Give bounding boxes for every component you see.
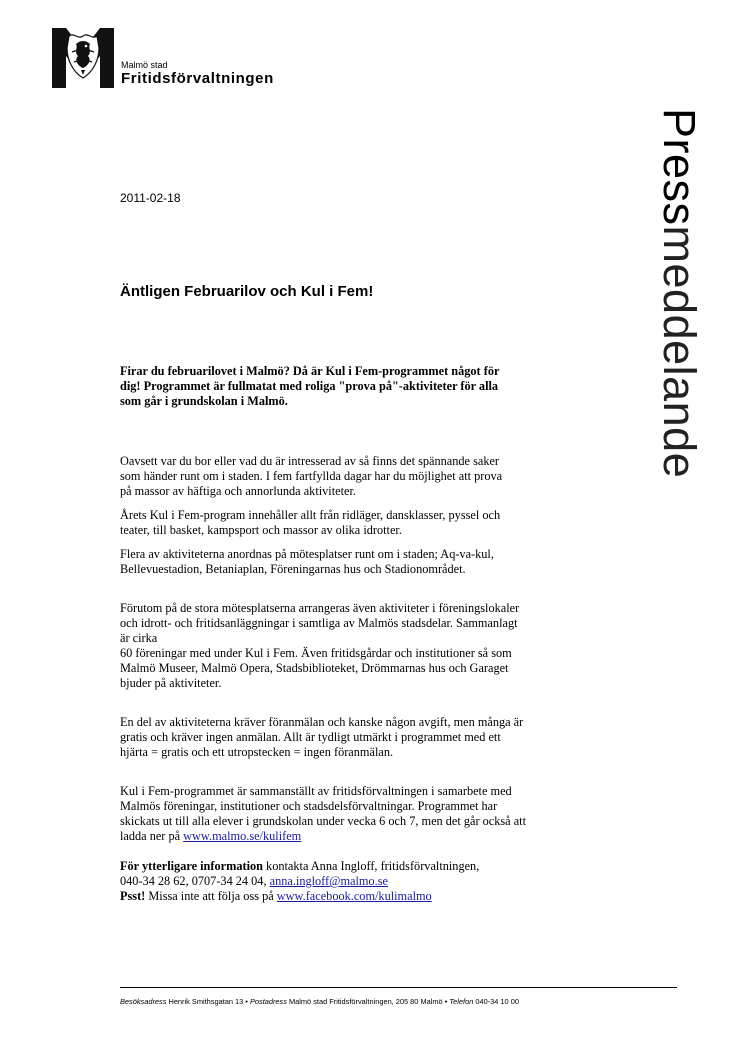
- paragraph-line: Oavsett var du bor eller vad du är intresserad av så finns det spännande saker: [120, 454, 500, 468]
- paragraph: [120, 454, 620, 499]
- lead-line: Firar du februarilovet i Malmö? Då är Kul i Fem-programmet något för: [120, 364, 500, 378]
- org-name-small: Malmö stad: [121, 60, 168, 70]
- psst-label: Psst!: [120, 889, 146, 903]
- facebook-link[interactable]: www.facebook.com/kulimalmo: [276, 889, 432, 903]
- lead-paragraph: [120, 364, 620, 409]
- footer-phone-value: 040-34 10 00: [473, 997, 519, 1006]
- footer-separator: •: [442, 997, 450, 1006]
- contact-heading: För ytterligare information: [120, 859, 263, 873]
- footer-visit-value: Henrik Smithsgatan 13: [166, 997, 244, 1006]
- malmo-griffin-crest-icon: [52, 28, 114, 88]
- footer-phone-label: Telefon: [449, 997, 474, 1006]
- paragraph-line: skickats ut till alla elever i grundskolan under vecka 6 och 7, men det går också att: [120, 814, 527, 828]
- lead-line: dig! Programmet är fullmatat med roliga "prova på"-aktiviteter för alla: [120, 379, 499, 393]
- footer-visit-label: Besöksadress: [120, 997, 167, 1006]
- footer-separator: •: [243, 997, 250, 1006]
- paragraph-line: teater, till basket, kampsport och massor av olika idrotter.: [120, 523, 402, 537]
- paragraph-line: är cirka: [120, 631, 158, 645]
- footer: [120, 997, 519, 1006]
- release-date: 2011-02-18: [120, 191, 181, 205]
- paragraph-line: Flera av aktiviteterna anordnas på mötesplatser runt om i staden; Aq-va-kul,: [120, 547, 494, 561]
- paragraph-line: och idrott- och fritidsanläggningar i samtliga av Malmös stadsdelar. Sammanlagt: [120, 616, 518, 630]
- press-release-label-light: meddelande: [654, 225, 705, 479]
- contact-text: kontakta Anna Ingloff, fritidsförvaltningen,: [262, 859, 480, 873]
- lead-line: som går i grundskolan i Malmö.: [120, 394, 288, 408]
- paragraph-line: Förutom på de stora mötesplatserna arrangeras även aktiviteter i föreningslokaler: [120, 601, 520, 615]
- paragraph-line: Kul i Fem-programmet är sammanställt av fritidsförvaltningen i samarbete med: [120, 784, 512, 798]
- paragraph-line: bjuder på aktiviteter.: [120, 676, 222, 690]
- contact-phones: 040-34 28 62, 0707-34 24 04,: [120, 874, 270, 888]
- paragraph: [120, 715, 620, 760]
- kulifem-link[interactable]: www.malmo.se/kulifem: [183, 829, 302, 843]
- footer-post-label: Postadress: [249, 997, 287, 1006]
- footer-post-value: Malmö stad Fritidsförvaltningen, 205 80 Malmö: [286, 997, 443, 1006]
- paragraph-line: hjärta = gratis och ett utropstecken = ingen föranmälan.: [120, 745, 394, 759]
- email-link[interactable]: anna.ingloff@malmo.se: [269, 874, 388, 888]
- press-release-label: [654, 108, 705, 479]
- footer-divider: [120, 987, 677, 988]
- paragraph-line: En del av aktiviteterna kräver föranmälan och kanske någon avgift, men många är: [120, 715, 524, 729]
- paragraph: [120, 601, 620, 691]
- org-name: Fritidsförvaltningen: [121, 70, 274, 87]
- paragraph-line: gratis och kräver ingen anmälan. Allt är tydligt utmärkt i programmet med ett: [120, 730, 501, 744]
- press-release-label-strong: Press: [654, 108, 705, 226]
- paragraph: [120, 784, 620, 844]
- paragraph-line: 60 föreningar med under Kul i Fem. Även fritidsgårdar och institutioner så som: [120, 646, 512, 660]
- paragraph: [120, 508, 620, 538]
- paragraph-line: ladda ner på: [120, 829, 184, 843]
- paragraph-line: Årets Kul i Fem-program innehåller allt från ridläger, dansklasser, pyssel och: [120, 508, 501, 522]
- paragraph-line: på massor av häftiga och annorlunda aktiviteter.: [120, 484, 356, 498]
- body-text: [120, 364, 620, 904]
- paragraph-line: som händer runt om i staden. I fem fartfyllda dagar har du möjlighet att prova: [120, 469, 503, 483]
- headline: Äntligen Februarilov och Kul i Fem!: [120, 283, 374, 300]
- paragraph: [120, 547, 620, 577]
- psst-text: Missa inte att följa oss på: [145, 889, 277, 903]
- paragraph-line: Bellevuestadion, Betaniaplan, Föreningarnas hus och Stadionområdet.: [120, 562, 466, 576]
- paragraph-line: Malmö Museer, Malmö Opera, Stadsbiblioteket, Drömmarnas hus och Garaget: [120, 661, 509, 675]
- paragraph-line: Malmös föreningar, institutioner och stadsdelsförvaltningar. Programmet har: [120, 799, 498, 813]
- contact-paragraph: [120, 859, 620, 904]
